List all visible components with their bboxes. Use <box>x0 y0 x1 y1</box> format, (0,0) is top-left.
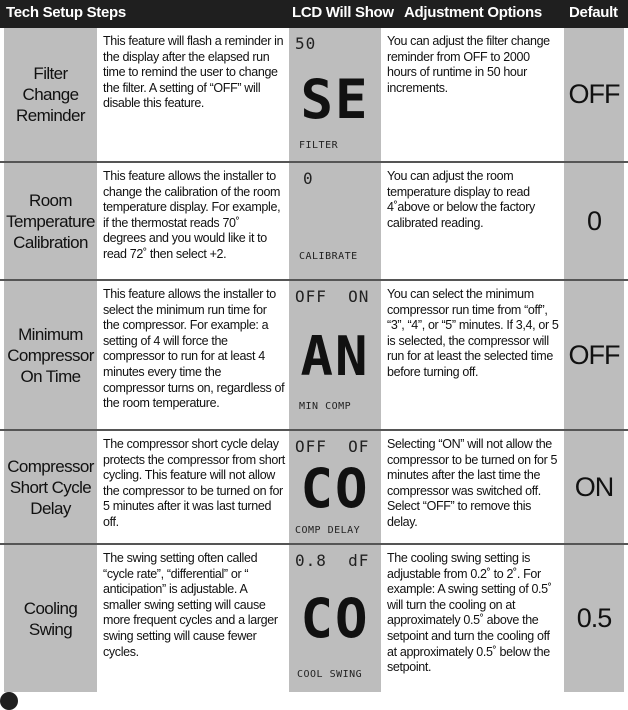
row-adjustment-cell <box>381 545 564 692</box>
table-row-filter-change <box>0 28 628 161</box>
row-description: This feature allows the installer to change the calibration of the room temperature display. For example, if the thermostat reads 70˚ degrees and you would like it to read 72˚ then select +2. <box>103 169 281 261</box>
row-title: Cooling Swing <box>23 598 78 639</box>
row-description-cell <box>97 431 289 543</box>
lcd-top-readout: 50 <box>295 34 317 53</box>
row-adjustment: The cooling swing setting is adjustable from 0.2˚ to 2˚. For example: A swing setting of 0.5˚ will turn the cooling on at approximately 0.5˚ above the setpoint and turn the cooling off at approximately 0.5˚ below the setpoint. <box>387 551 552 675</box>
row-default-value: OFF <box>568 79 620 109</box>
row-title-cell <box>4 431 97 543</box>
row-default-value: OFF <box>568 339 620 370</box>
table-row-min-compressor <box>0 281 628 429</box>
lcd-bottom-label: COOL SWING <box>297 669 363 680</box>
lcd-display <box>289 28 381 161</box>
lcd-main-readout: SE <box>300 68 370 131</box>
lcd-bottom-label: CALIBRATE <box>299 251 358 262</box>
table-row-short-cycle-delay <box>0 431 628 543</box>
lcd-top-readout: 0 <box>303 169 314 188</box>
row-default-value: 0 <box>586 205 602 236</box>
row-title-cell <box>4 545 97 692</box>
row-title-cell <box>4 163 97 279</box>
row-adjustment: You can select the minimum compressor run time from “off”, “3”, “4”, or “5” minutes. If 3,4, or 5 is selected, the compressor will run for at least the selected time before turning off. <box>387 287 559 379</box>
row-description: This feature will flash a reminder in the display after the elapsed run time to remind the user to change the filter. A setting of “OFF” will disable this feature. <box>103 34 284 111</box>
table-header <box>0 0 628 28</box>
header-adjustment-options: Adjustment Options <box>404 4 542 21</box>
row-default-cell <box>564 163 624 279</box>
row-adjustment-cell <box>381 431 564 543</box>
header-default: Default <box>569 4 618 21</box>
row-title: Filter Change Reminder <box>16 64 85 125</box>
lcd-bottom-label: MIN COMP <box>299 401 352 412</box>
lcd-bottom-label: COMP DELAY <box>295 525 361 536</box>
row-default-cell <box>564 431 624 543</box>
row-default-value: 0.5 <box>576 603 612 633</box>
table-row-cooling-swing <box>0 545 628 692</box>
row-description: The swing setting often called “cycle rate”, “differential” or “ anticipation” is adjustable. A smaller swing setting will cause more frequent cycles and a larger swing setting will cause fewer cycles. <box>103 551 278 659</box>
row-title-cell <box>4 28 97 161</box>
row-description: The compressor short cycle delay protects the compressor from short cycling. This feature will not allow the compressor to be turned on for 5 minutes after it was last turned off. <box>103 437 285 529</box>
lcd-top-readout: OFF OF <box>295 437 370 456</box>
row-description-cell <box>97 28 289 161</box>
row-title: Minimum Compressor On Time <box>7 324 94 386</box>
row-adjustment: Selecting “ON” will not allow the compressor to be turned on for 5 minutes after the last time the compressor was switched off. Select “OFF” to remove this delay. <box>387 437 558 529</box>
lcd-display <box>289 431 381 543</box>
lcd-display <box>289 163 381 279</box>
lcd-bottom-label: FILTER <box>299 140 339 151</box>
header-tech-setup-steps: Tech Setup Steps <box>6 4 126 21</box>
lcd-display <box>289 545 381 692</box>
row-default-value: ON <box>574 471 614 502</box>
lcd-top-readout: OFF ON <box>295 287 370 306</box>
row-default-cell <box>564 545 624 692</box>
row-adjustment: You can adjust the filter change reminder from OFF to 2000 hours of runtime in 50 hour increments. <box>387 34 550 95</box>
lcd-main-readout: CO <box>300 457 370 520</box>
header-lcd-will-show: LCD Will Show <box>292 4 394 21</box>
lcd-main-readout: CO <box>300 587 370 650</box>
row-title: Room Temperature Calibration <box>6 190 95 252</box>
row-default-cell <box>564 281 624 429</box>
row-default-cell <box>564 28 624 161</box>
row-description-cell <box>97 281 289 429</box>
row-adjustment-cell <box>381 281 564 429</box>
row-title: Compressor Short Cycle Delay <box>7 456 94 518</box>
lcd-top-readout: 0.8 dF <box>295 551 370 570</box>
row-description-cell <box>97 163 289 279</box>
row-adjustment-cell <box>381 163 564 279</box>
row-title-cell <box>4 281 97 429</box>
row-description: This feature allows the installer to select the minimum run time for the compressor. For example: a setting of 4 will force the compressor to run for at least 4 minutes every time the compressor turns on, regardless of the room temperature. <box>103 287 285 411</box>
page-marker-icon <box>0 692 18 710</box>
lcd-main-readout: AN <box>300 325 370 388</box>
row-adjustment-cell <box>381 28 564 161</box>
lcd-display <box>289 281 381 429</box>
row-description-cell <box>97 545 289 692</box>
table-row-room-temp-calibration <box>0 163 628 279</box>
row-adjustment: You can adjust the room temperature display to read 4˚above or below the factory calibrated reading. <box>387 169 535 230</box>
